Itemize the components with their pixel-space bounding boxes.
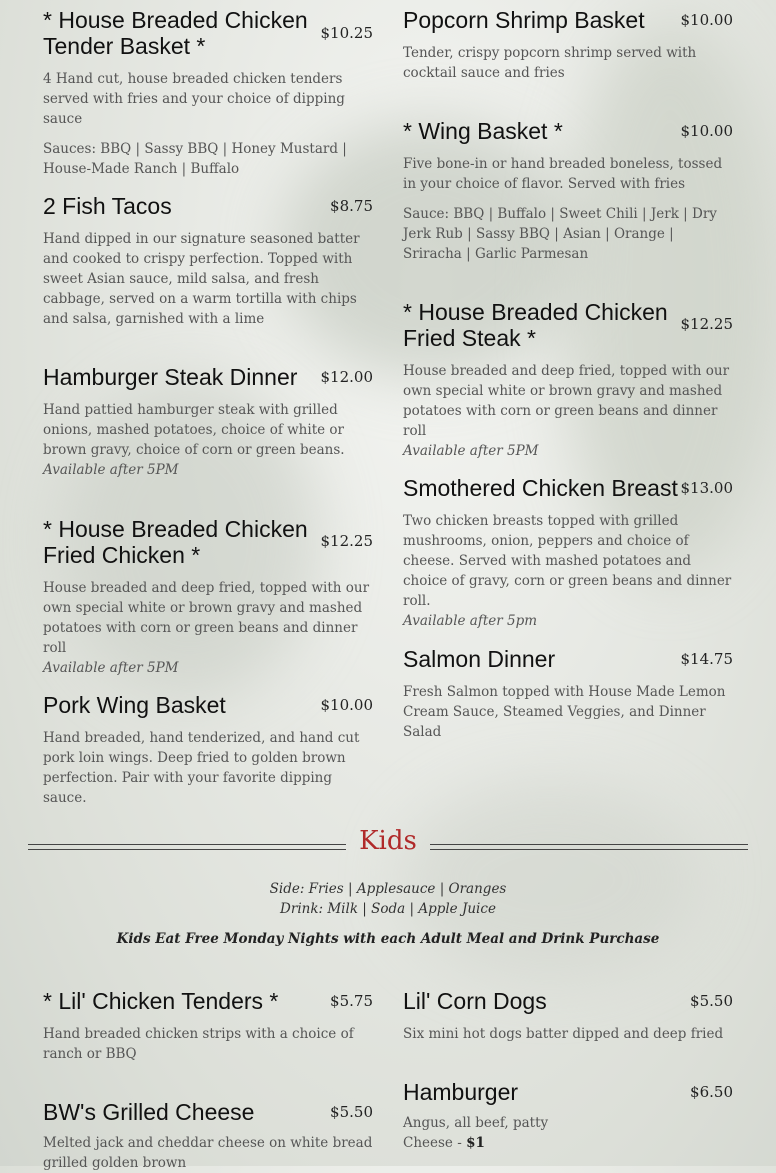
availability-note: Available after 5pm xyxy=(403,613,538,629)
menu-item xyxy=(403,646,733,742)
item-price: $8.75 xyxy=(330,197,373,215)
item-sauces: Sauces: BBQ | Sassy BBQ | Honey Mustard | House-Made Ranch | Buffalo xyxy=(43,141,347,177)
menu-item xyxy=(403,299,733,461)
item-name: Hamburger xyxy=(403,1079,519,1105)
item-name: * Lil' Chicken Tenders * xyxy=(43,988,279,1014)
availability-note: Available after 5PM xyxy=(403,443,539,459)
item-description: House breaded and deep fried, topped with our own special white or brown gravy and mashed potatoes with corn or green beans and dinner roll xyxy=(403,363,730,439)
item-sauces: Sauce: BBQ | Buffalo | Sweet Chili | Jerk | Dry Jerk Rub | Sassy BBQ | Asian | Orange | Sriracha | Garlic Parmesan xyxy=(403,206,717,262)
item-name: * House Breaded Chicken Fried Steak * xyxy=(403,299,668,351)
item-description: Two chicken breasts topped with grilled mushrooms, onion, peppers and choice of cheese. Served with mashed potatoes and choice of gravy, corn or green beans and dinner roll. xyxy=(403,513,732,609)
menu-item xyxy=(403,7,733,83)
menu-item xyxy=(43,193,373,329)
availability-note: Available after 5PM xyxy=(43,462,179,478)
item-name: Lil' Corn Dogs xyxy=(403,988,547,1014)
item-description: House breaded and deep fried, topped with our own special white or brown gravy and mashed potatoes with corn or green beans and dinner roll xyxy=(43,580,370,656)
item-name: Pork Wing Basket xyxy=(43,692,226,718)
item-description: Five bone-in or hand breaded boneless, tossed in your choice of flavor. Served with fries xyxy=(403,156,723,192)
item-description: Tender, crispy popcorn shrimp served with cocktail sauce and fries xyxy=(403,45,697,81)
menu-item xyxy=(43,516,373,678)
item-description: Hand breaded, hand tenderized, and hand cut pork loin wings. Deep fried to golden brown perfection. Pair with your favorite dipping sauce. xyxy=(43,730,360,806)
item-description: Hand breaded chicken strips with a choice of ranch or BBQ xyxy=(43,1026,354,1062)
item-price: $5.50 xyxy=(690,992,733,1010)
item-description: Melted jack and cheddar cheese on white bread grilled golden brown xyxy=(43,1135,373,1171)
kids-sides: Side: Fries | Applesauce | Oranges xyxy=(269,881,507,897)
item-price: $6.50 xyxy=(690,1083,733,1101)
menu-item xyxy=(43,988,373,1064)
menu-item xyxy=(43,7,373,179)
menu-item xyxy=(403,1079,733,1153)
item-description: Six mini hot dogs batter dipped and deep fried xyxy=(403,1026,724,1042)
item-description: Hand dipped in our signature seasoned batter and cooked to crispy perfection. Topped with sweet Asian sauce, mild salsa, and fresh cabbage, served on a warm tortilla with chips and salsa, garnished with a lime xyxy=(43,231,360,327)
item-name: * House Breaded Chicken Fried Chicken * xyxy=(43,516,308,568)
item-price: $12.25 xyxy=(320,532,373,550)
item-price: $10.00 xyxy=(320,696,373,714)
item-price: $13.00 xyxy=(680,479,733,497)
item-description: Angus, all beef, patty xyxy=(403,1115,549,1131)
item-price: $14.75 xyxy=(680,650,733,668)
item-price: $5.50 xyxy=(330,1103,373,1121)
item-name: Smothered Chicken Breast xyxy=(403,475,678,501)
item-name: * House Breaded Chicken Tender Basket * xyxy=(43,7,308,59)
item-description: Fresh Salmon topped with House Made Lemon Cream Sauce, Steamed Veggies, and Dinner Salad xyxy=(403,684,726,740)
item-name: Hamburger Steak Dinner xyxy=(43,364,298,390)
item-description: Hand pattied hamburger steak with grilled onions, mashed potatoes, choice of white or brown gravy, choice of corn or green beans. xyxy=(43,402,345,458)
item-name: Salmon Dinner xyxy=(403,646,556,672)
item-price: $12.25 xyxy=(680,315,733,333)
item-price: $10.00 xyxy=(680,11,733,29)
menu-item xyxy=(403,988,733,1044)
kids-promo: Kids Eat Free Monday Nights with each Adult Meal and Drink Purchase xyxy=(116,931,660,947)
item-price: $5.75 xyxy=(330,992,373,1010)
menu-item xyxy=(403,475,733,631)
item-price: $10.00 xyxy=(680,122,733,140)
menu-item xyxy=(43,1099,373,1173)
item-name: 2 Fish Tacos xyxy=(43,193,172,219)
addon-price: $1 xyxy=(466,1135,485,1151)
item-price: $10.25 xyxy=(320,24,373,42)
item-name: Popcorn Shrimp Basket xyxy=(403,7,645,33)
item-description: 4 Hand cut, house breaded chicken tenders served with fries and your choice of dipping sauce xyxy=(43,71,345,127)
kids-drinks: Drink: Milk | Soda | Apple Juice xyxy=(280,901,496,917)
addon-label: Cheese - xyxy=(403,1135,467,1151)
item-name: * Wing Basket * xyxy=(403,118,563,144)
section-title-kids: Kids xyxy=(359,826,417,856)
menu-item xyxy=(43,692,373,808)
item-name: BW's Grilled Cheese xyxy=(43,1099,255,1125)
addon-line xyxy=(403,1133,733,1153)
menu-item xyxy=(43,364,373,480)
availability-note: Available after 5PM xyxy=(43,660,179,676)
menu-item xyxy=(403,118,733,264)
item-price: $12.00 xyxy=(320,368,373,386)
